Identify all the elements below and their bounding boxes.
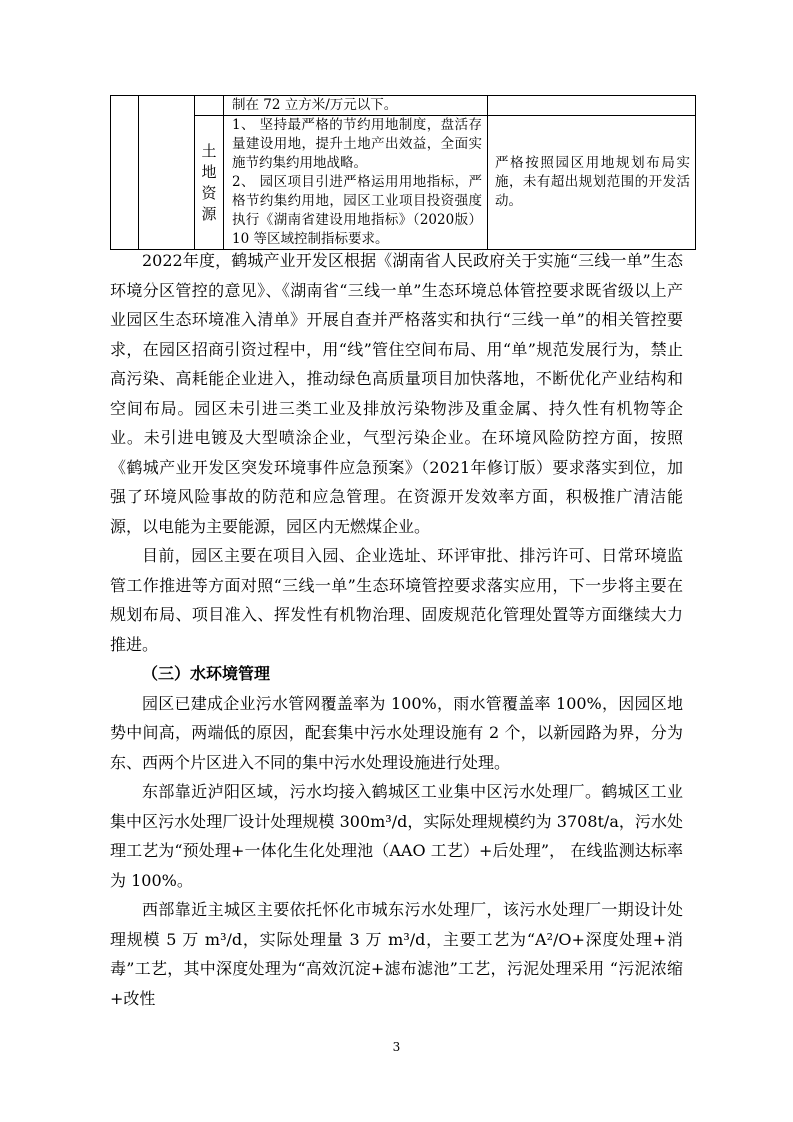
category-cell-land-resources (195, 116, 224, 250)
category-char: 地 (201, 162, 217, 181)
paragraph: 2022年度，鹤城产业开发区根据《湖南省人民政府关于实施“三线一单”生态环境分区管控的意见》、《湖南省“三线一单”生态环境总体管控要求既省级以上产业园区生态环境准入清单》开展自查并严格落实和执行“三线一单”的相关管控要求，在园区招商引资过程中，用“线”管住空间布局、用“单”规范发展行为，禁止高污染、高耗能企业进入，推动绿色高质量项目加快落地，不断优化产业结构和空间布局。园区未引进三类工业及排放污染物涉及重金属、持久性有机物等企业。未引进电镀及大型喷涂企业，气型污染企业。在环境风险防控方面，按照《鹤城产业开发区突发环境事件应急预案》（2021年修订版）要求落实到位，加强了环境风险事故的防范和应急管理。在资源开发效率方面，积极推广清洁能源，以电能为主要能源，园区内无燃煤企业。 (110, 251, 683, 536)
table-cell-blank (111, 96, 139, 250)
status-cell (488, 96, 696, 116)
section-heading: （三）水环境管理 (142, 664, 271, 683)
table-row (111, 96, 696, 116)
requirement-cell: 1、 坚持最严格的节约用地制度，盘活存量建设用地，提升土地产出效益，全面实施节约集约用地战略。 2、 园区项目引进严格运用用地指标，严格节约集约用地，园区工业项目投资强度执行《湖南省建设用地指标》（2020版）10 等区域控制指标要求。 (224, 116, 488, 250)
paragraph: 目前，园区主要在项目入园、企业选址、环评审批、排污许可、日常环境监管工作推进等方面对照“三线一单”生态环境管控要求落实应用，下一步将主要在规划布局、项目准入、挥发性有机物治理、固废规范化管理处置等方面继续大力推进。 (110, 546, 683, 654)
status-cell: 严格按照园区用地规划布局实施，未有超出规划范围的开发活动。 (488, 116, 696, 250)
table-cell-blank (139, 96, 195, 250)
category-char: 资 (201, 183, 217, 202)
table-cell-blank (195, 96, 224, 116)
document-body (110, 246, 683, 1013)
paragraph: 园区已建成企业污水管网覆盖率为 100%，雨水管覆盖率 100%，因园区地势中间高，两端低的原因，配套集中污水处理设施有 2 个，以新园路为界，分为东、西两个片区进入不同的集中污水处理设施进行处理。 (110, 693, 683, 772)
paragraph: 东部靠近泸阳区域，污水均接入鹤城区工业集中区污水处理厂。鹤城区工业集中区污水处理厂设计处理规模 300m³/d，实际处理规模约为 3708t/a，污水处理工艺为“预处理+一体化生化处理池（AAO 工艺）+后处理”， 在线监测达标率为 100%。 (110, 782, 683, 890)
requirement-cell: 制在 72 立方米/万元以下。 (224, 96, 488, 116)
category-char: 土 (201, 141, 217, 160)
paragraph: 西部靠近主城区主要依托怀化市城东污水处理厂，该污水处理厂一期设计处理规模 5 万 m³/d，实际处理量 3 万 m³/d，主要工艺为“A²/O+深度处理+消毒”工艺，其中深度处理为“高效沉淀+滤布滤池”工艺，污泥处理采用 “污泥浓缩+改性 (110, 900, 683, 1008)
category-char: 源 (201, 204, 217, 223)
planning-compliance-table (110, 95, 696, 250)
table-row (111, 116, 696, 250)
page-number: 3 (392, 1040, 401, 1054)
